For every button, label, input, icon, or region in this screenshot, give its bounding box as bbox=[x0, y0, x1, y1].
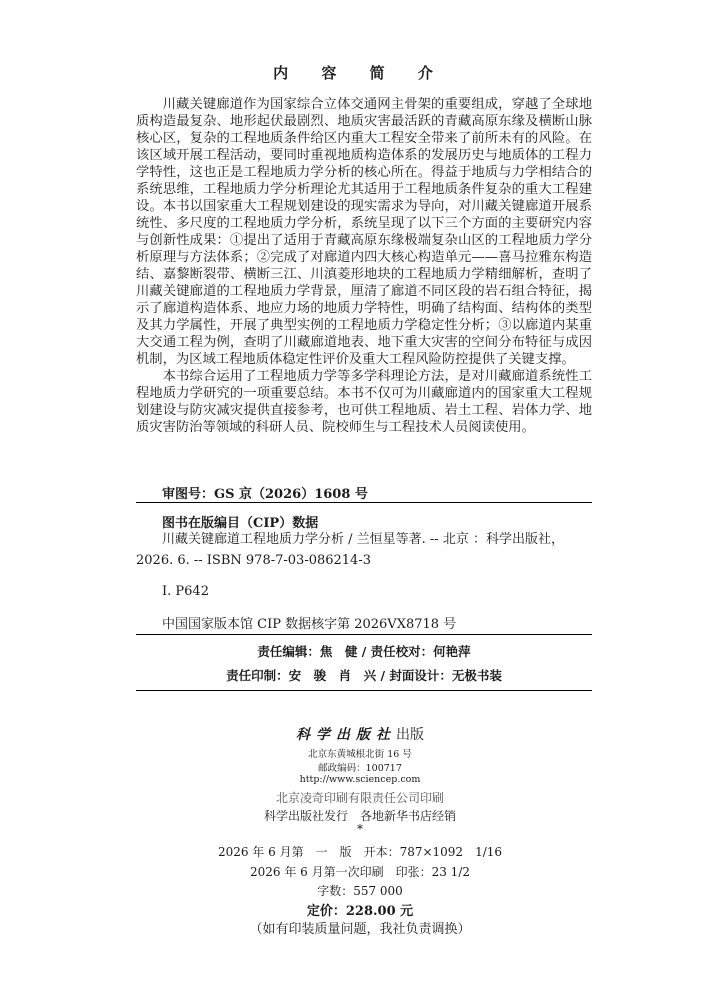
cip-heading: 图书在版编目（CIP）数据 bbox=[162, 516, 319, 531]
intro-paragraph-1: 川藏关键廊道作为国家综合立体交通网主骨架的重要组成，穿越了全球地质构造最复杂、地形起伏最剧烈、地质灾害最活跃的青藏高原东缘及横断山脉核心区，复杂的工程地质条件给区内重大工程安全带来了前所未有的风险。在该区域开展工程活动，要同时重视地质构造体系的发展历史与地质体的工程力学特性，这也正是工程地质力学分析的核心所在。得益于地质与力学相结合的系统思维，工程地质力学分析理论尤其适用于工程地质条件复杂的重大工程建设。本书以国家重大工程规划建设的现实需求为导向，对川藏关键廊道开展系统性、多尺度的工程地质力学分析，系统呈现了以下三个方面的主要研究内容与创新性成果：①提出了适用于青藏高原东缘极端复杂山区的工程地质力学分析原理与方法体系；②完成了对廊道内四大核心构造单元——喜马拉雅东构造结、嘉黎断裂带、横断三江、川滇菱形地块的工程地质力学精细解析，查明了川藏关键廊道的工程地质力学背景，厘清了廊道不同区段的岩石组合特征，揭示了廊道构造体系、地应力场的地质力学特性，明确了结构面、结构体的类型及其力学属性，开展了典型实例的工程地质力学稳定性分析；③以廊道内某重大交通工程为例，查明了川藏廊道地表、地下重大灾害的空间分布特征与成因机制，为区域工程地质体稳定性评价及重大工程风险防控提供了关键支撑。 bbox=[136, 97, 592, 367]
separator-star: * bbox=[357, 822, 363, 836]
price: 定价：228.00 元 bbox=[306, 904, 414, 919]
publisher-line bbox=[0, 724, 720, 744]
publisher-address: 北京东黄城根北街 16 号 bbox=[308, 749, 412, 760]
divider-top bbox=[136, 502, 592, 503]
map-approval-number: 审图号：GS 京（2026）1608 号 bbox=[162, 487, 368, 502]
intro-paragraph-2: 本书综合运用了工程地质力学等多学科理论方法，是对川藏廊道系统性工程地质力学研究的一项重要总结。本书不仅可为川藏廊道内的国家重大工程规划建设与防灾减灾提供直接参考，也可供工程地质、岩土工程、岩体力学、地质灾害防治等领域的科研人员、院校师生与工程技术人员阅读使用。 bbox=[136, 369, 592, 435]
quality-notice: （如有印装质量问题，我社负责调换） bbox=[249, 922, 471, 937]
cip-core-number: 中国国家版本馆 CIP 数据核字第 2026VX8718 号 bbox=[162, 617, 457, 632]
word-count: 字数：557 000 bbox=[317, 884, 403, 898]
printer-line: 北京凌奇印刷有限责任公司印刷 bbox=[275, 791, 444, 805]
distribution-line: 科学出版社发行 各地新华书店经销 bbox=[263, 809, 456, 823]
staff-editors: 责任编辑：焦 健 / 责任校对：何艳萍 bbox=[257, 644, 471, 659]
cip-record: 川藏关键廊道工程地质力学分析 / 兰恒星等著. -- 北京 ：科学出版社，2026. 6. -- ISBN 978-7-03-086214-3 bbox=[136, 532, 564, 568]
staff-printing: 责任印制：安 骏 肖 兴 / 封面设计：无极书装 bbox=[226, 668, 502, 683]
page-title: 内 容 简 介 bbox=[273, 64, 447, 82]
cip-classification: Ⅰ. P642 bbox=[162, 584, 209, 599]
publisher-logo: 科学出版社 bbox=[296, 727, 396, 743]
divider-middle bbox=[136, 634, 592, 635]
publisher-postcode: 邮政编码：100717 bbox=[318, 763, 402, 774]
introduction bbox=[136, 96, 592, 436]
publisher-website: http://www.sciencep.com bbox=[299, 774, 421, 785]
publisher-suffix: 出版 bbox=[396, 727, 424, 743]
divider-bottom bbox=[136, 690, 592, 691]
printing-line: 2026 年 6 月第一次印刷 印张：23 1/2 bbox=[249, 865, 470, 879]
edition-line: 2026 年 6 月第 一 版 开本：787×1092 1/16 bbox=[217, 845, 503, 859]
